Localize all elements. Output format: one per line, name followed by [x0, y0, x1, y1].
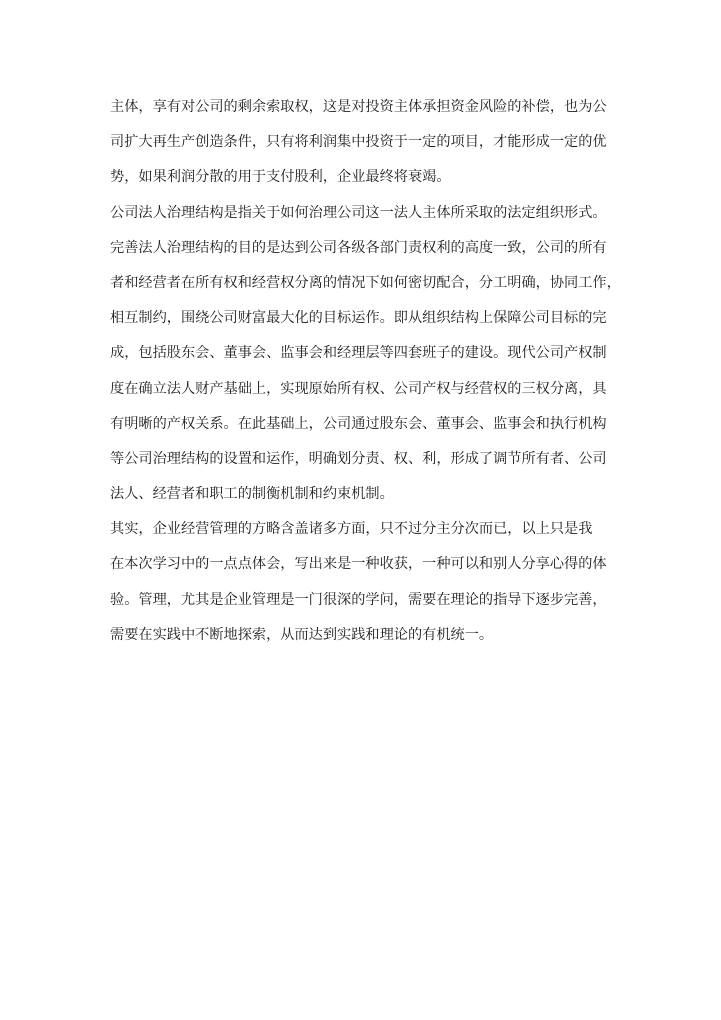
text-line: 主体，享有对公司的剩余索取权，这是对投资主体承担资金风险的补偿，也为公	[110, 99, 607, 115]
text-line: 在本次学习中的一点点体会，写出来是一种收获，一种可以和别人分享心得的体	[110, 556, 607, 573]
text-line: 者和经营者在所有权和经营权分离的情况下如何密切配合，分工明确，协同工作，	[110, 274, 621, 291]
text-line: 等公司治理结构的设置和运作，明确划分责、权、利，形成了调节所有者、公司	[110, 450, 607, 467]
text-line: 相互制约，围绕公司财富最大化的目标运作。即从组织结构上保障公司目标的完	[110, 310, 607, 327]
body-text	[110, 90, 620, 653]
text-line: 需要在实践中不断地探索，从而达到实践和理论的有机统一。	[110, 626, 494, 643]
text-line: 有明晰的产权关系。在此基础上，公司通过股东会、董事会、监事会和执行机构	[110, 415, 607, 432]
text-line: 其实，企业经营管理的方略含盖诸多方面，只不过分主分次而已，以上只是我	[110, 521, 593, 538]
text-line: 公司法人治理结构是指关于如何治理公司这一法人主体所采取的法定组织形式。	[110, 204, 607, 221]
text-line: 司扩大再生产创造条件，只有将利润集中投资于一定的项目，才能形成一定的优	[110, 134, 607, 151]
text-line: 成，包括股东会、董事会、监事会和经理层等四套班子的建设。现代公司产权制	[110, 345, 607, 362]
text-line: 验。管理，尤其是企业管理是一门很深的学问，需要在理论的指导下逐步完善，	[110, 591, 607, 608]
text-line: 法人、经营者和职工的制衡机制和约束机制。	[110, 486, 394, 503]
text-line: 完善法人治理结构的目的是达到公司各级各部门责权利的高度一致，公司的所有	[110, 239, 607, 256]
text-line: 度在确立法人财产基础上，实现原始所有权、公司产权与经营权的三权分离，具	[110, 380, 607, 397]
text-line: 势，如果利润分散的用于支付股利，企业最终将衰竭。	[110, 169, 451, 186]
